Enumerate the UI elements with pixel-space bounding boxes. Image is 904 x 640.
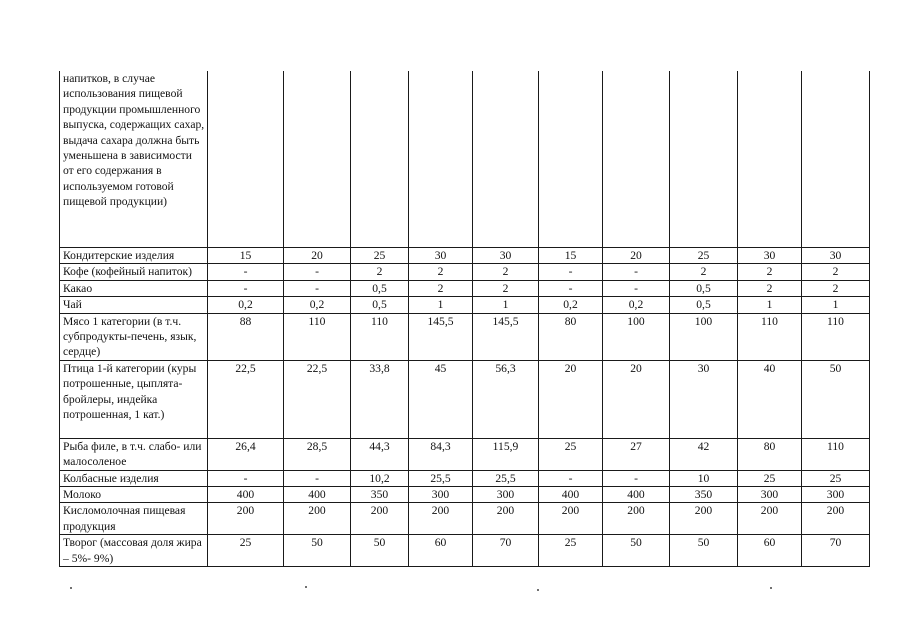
value-cell: 0,2 [539, 297, 603, 313]
value-cell: 200 [539, 503, 603, 535]
value-cell: 2 [473, 280, 539, 296]
empty-cell [351, 71, 409, 248]
empty-cell [284, 71, 351, 248]
value-cell: 1 [738, 297, 802, 313]
value-cell: 200 [284, 503, 351, 535]
value-cell: 400 [539, 487, 603, 503]
speck [70, 587, 72, 589]
value-cell: 300 [738, 487, 802, 503]
value-cell: 0,5 [670, 297, 738, 313]
value-cell: 1 [409, 297, 473, 313]
value-cell: - [603, 470, 670, 486]
value-cell: 25,5 [409, 470, 473, 486]
value-cell: 22,5 [208, 360, 284, 438]
value-cell: 28,5 [284, 438, 351, 470]
value-cell: 44,3 [351, 438, 409, 470]
value-cell: 350 [670, 487, 738, 503]
empty-cell [738, 71, 802, 248]
row-name-cell: Колбасные изделия [60, 470, 208, 486]
value-cell: 30 [473, 248, 539, 264]
value-cell: 0,5 [351, 280, 409, 296]
value-cell: 300 [802, 487, 870, 503]
value-cell: - [539, 280, 603, 296]
value-cell: 100 [670, 313, 738, 360]
value-cell: 84,3 [409, 438, 473, 470]
row-name-cell: Чай [60, 297, 208, 313]
continuation-cell: напитков, в случае использования пищевой продукции промышленного выпуска, содержащих сахар, выдача сахара должна быть уменьшена в зависимости от его содержания в используемом готовой пищевой продукции) [60, 71, 208, 248]
value-cell: 20 [284, 248, 351, 264]
table-row [60, 280, 870, 296]
value-cell: 300 [409, 487, 473, 503]
value-cell: 0,2 [284, 297, 351, 313]
row-name-cell: Рыба филе, в т.ч. слабо- или малосоленое [60, 438, 208, 470]
value-cell: 2 [802, 280, 870, 296]
table-row [60, 297, 870, 313]
value-cell: 25 [802, 470, 870, 486]
value-cell: 1 [802, 297, 870, 313]
value-cell: 110 [738, 313, 802, 360]
value-cell: 0,2 [208, 297, 284, 313]
value-cell: 25 [738, 470, 802, 486]
scan-specks [0, 586, 904, 596]
value-cell: 400 [284, 487, 351, 503]
value-cell: 0,2 [603, 297, 670, 313]
value-cell: - [603, 280, 670, 296]
value-cell: 200 [473, 503, 539, 535]
value-cell: 2 [802, 264, 870, 280]
value-cell: 1 [473, 297, 539, 313]
value-cell: - [539, 264, 603, 280]
table-row [60, 503, 870, 535]
value-cell: 50 [284, 535, 351, 567]
speck [537, 589, 539, 591]
value-cell: 70 [802, 535, 870, 567]
value-cell: 15 [539, 248, 603, 264]
value-cell: 110 [351, 313, 409, 360]
empty-cell [539, 71, 603, 248]
table-row [60, 535, 870, 567]
value-cell: 2 [738, 280, 802, 296]
value-cell: - [284, 264, 351, 280]
value-cell: 80 [539, 313, 603, 360]
value-cell: - [539, 470, 603, 486]
row-name-cell: Творог (массовая доля жира – 5%- 9%) [60, 535, 208, 567]
value-cell: 110 [284, 313, 351, 360]
value-cell: 10 [670, 470, 738, 486]
value-cell: 200 [670, 503, 738, 535]
value-cell: - [603, 264, 670, 280]
value-cell: 22,5 [284, 360, 351, 438]
value-cell: 145,5 [409, 313, 473, 360]
value-cell: - [208, 470, 284, 486]
value-cell: 115,9 [473, 438, 539, 470]
value-cell: 60 [409, 535, 473, 567]
value-cell: 200 [351, 503, 409, 535]
value-cell: 110 [802, 313, 870, 360]
value-cell: 56,3 [473, 360, 539, 438]
value-cell: 2 [670, 264, 738, 280]
empty-cell [802, 71, 870, 248]
value-cell: 20 [603, 248, 670, 264]
value-cell: - [284, 470, 351, 486]
row-name-cell: Кисломолочная пищевая продукция [60, 503, 208, 535]
row-name-cell: Птица 1-й категории (куры потрошенные, цыплята-бройлеры, индейка потрошенная, 1 кат.) [60, 360, 208, 438]
value-cell: 100 [603, 313, 670, 360]
value-cell: 42 [670, 438, 738, 470]
value-cell: 400 [603, 487, 670, 503]
value-cell: - [208, 264, 284, 280]
value-cell: 30 [409, 248, 473, 264]
value-cell: 25 [351, 248, 409, 264]
value-cell: 25 [539, 438, 603, 470]
food-norms-table [59, 71, 870, 567]
table-body [60, 71, 870, 567]
value-cell: 200 [738, 503, 802, 535]
value-cell: 0,5 [351, 297, 409, 313]
value-cell: 2 [473, 264, 539, 280]
value-cell: 88 [208, 313, 284, 360]
value-cell: 200 [409, 503, 473, 535]
value-cell: 50 [351, 535, 409, 567]
empty-cell [603, 71, 670, 248]
empty-cell [208, 71, 284, 248]
value-cell: 26,4 [208, 438, 284, 470]
table-row [60, 264, 870, 280]
value-cell: 400 [208, 487, 284, 503]
value-cell: 145,5 [473, 313, 539, 360]
value-cell: 25 [208, 535, 284, 567]
value-cell: 350 [351, 487, 409, 503]
value-cell: 110 [802, 438, 870, 470]
value-cell: 50 [670, 535, 738, 567]
speck [305, 586, 307, 588]
value-cell: 300 [473, 487, 539, 503]
value-cell: 27 [603, 438, 670, 470]
value-cell: 200 [802, 503, 870, 535]
empty-cell [670, 71, 738, 248]
value-cell: 200 [208, 503, 284, 535]
value-cell: 10,2 [351, 470, 409, 486]
row-name-cell: Мясо 1 категории (в т.ч. субпродукты-печень, язык, сердце) [60, 313, 208, 360]
row-name-cell: Какао [60, 280, 208, 296]
value-cell: 60 [738, 535, 802, 567]
table-row [60, 360, 870, 438]
value-cell: 20 [603, 360, 670, 438]
value-cell: 33,8 [351, 360, 409, 438]
table-row [60, 487, 870, 503]
table-row-continuation [60, 71, 870, 248]
value-cell: 25 [670, 248, 738, 264]
table-row [60, 313, 870, 360]
value-cell: - [284, 280, 351, 296]
value-cell: 80 [738, 438, 802, 470]
value-cell: 45 [409, 360, 473, 438]
value-cell: 70 [473, 535, 539, 567]
value-cell: 50 [603, 535, 670, 567]
value-cell: 25 [539, 535, 603, 567]
value-cell: 2 [409, 264, 473, 280]
value-cell: 40 [738, 360, 802, 438]
speck [770, 587, 772, 589]
row-name-cell: Кондитерские изделия [60, 248, 208, 264]
table-row [60, 470, 870, 486]
value-cell: 2 [409, 280, 473, 296]
value-cell: 20 [539, 360, 603, 438]
empty-cell [409, 71, 473, 248]
table-row [60, 438, 870, 470]
value-cell: 15 [208, 248, 284, 264]
value-cell: 30 [802, 248, 870, 264]
value-cell: 200 [603, 503, 670, 535]
value-cell: 30 [738, 248, 802, 264]
value-cell: 0,5 [670, 280, 738, 296]
value-cell: 50 [802, 360, 870, 438]
value-cell: 30 [670, 360, 738, 438]
value-cell: - [208, 280, 284, 296]
empty-cell [473, 71, 539, 248]
value-cell: 2 [738, 264, 802, 280]
row-name-cell: Кофе (кофейный напиток) [60, 264, 208, 280]
value-cell: 2 [351, 264, 409, 280]
value-cell: 25,5 [473, 470, 539, 486]
table-row [60, 248, 870, 264]
row-name-cell: Молоко [60, 487, 208, 503]
